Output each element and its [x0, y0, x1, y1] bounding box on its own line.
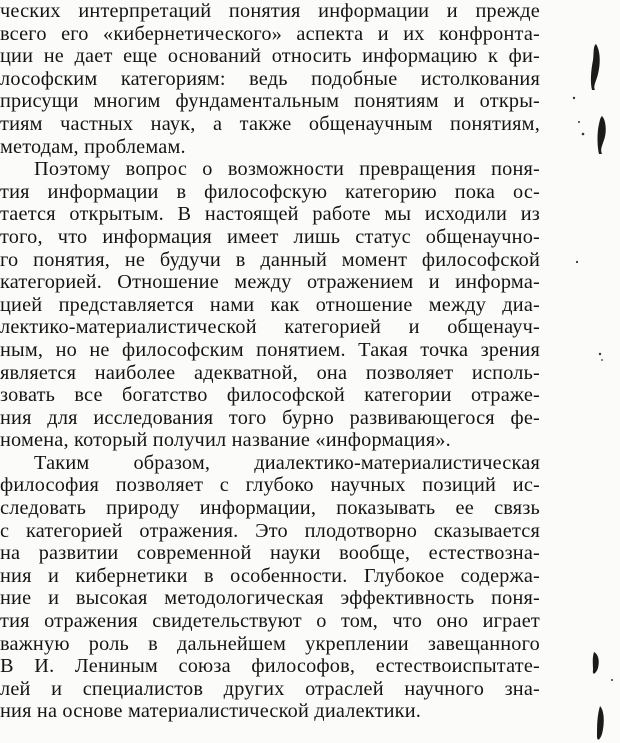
dust-speck [573, 97, 575, 99]
text-line: зовать все богатство философской категории отраже- [0, 384, 540, 407]
scan-artifacts [560, 0, 620, 743]
ink-smudge [591, 44, 600, 90]
text-line: следовать природу информации, показывать ее связь [0, 497, 540, 520]
text-line: лей и специалистов других отраслей научного зна- [0, 677, 540, 700]
text-line: Поэтому вопрос о возможности превращения поня- [34, 158, 540, 181]
text-line: тиям частных наук, а также общенаучным понятиям, [0, 112, 540, 135]
text-line: ния для исследования того бурно развивающегося фе- [0, 406, 540, 429]
text-line: того, что информация имеет лишь статус общенаучно- [0, 225, 540, 248]
dust-speck [601, 359, 603, 361]
text-line: номена, который получил название «информация». [0, 429, 451, 452]
paragraph-2 [0, 158, 540, 452]
dust-speck [578, 121, 580, 123]
text-line: философия позволяет с глубоко научных позиций ис- [0, 474, 540, 497]
text-line: цией представляется нами как отношение между диа- [0, 293, 540, 316]
text-line: В И. Лениным союза философов, естествоиспытате- [0, 655, 540, 678]
text-line: является наиболее адекватной, она позволяет исполь- [0, 361, 540, 384]
text-line: категорией. Отношение между отражением и информа- [0, 271, 540, 294]
text-line: тия информации в философскую категорию пока ос- [0, 180, 540, 203]
dust-speck [582, 133, 585, 136]
text-line: го понятия, не будучи в данный момент философской [0, 248, 540, 271]
text-line: ции не дает еще оснований относить информацию к фи- [0, 45, 540, 68]
text-line: методам, проблемам. [0, 135, 186, 158]
ink-smudge [593, 652, 599, 674]
text-line: тия отражения свидетельствуют о том, что оно играет [0, 610, 540, 633]
dust-speck [599, 353, 601, 355]
text-line: ния и кибернетики в особенности. Глубокое содержа- [0, 564, 540, 587]
text-line: лектико-материалистической категорией и общенауч- [0, 316, 540, 339]
ink-smudge [597, 706, 604, 740]
text-line: присущи многим фундаментальным понятиям и откры- [0, 90, 540, 113]
ink-smudge [598, 116, 606, 154]
text-line: всего его «кибернетического» аспекта и их конфронта- [0, 22, 540, 45]
text-line: Таким образом, диалектико-материалистическая [34, 451, 540, 474]
text-line: ческих интерпретаций понятия информации и прежде [0, 0, 540, 22]
text-line: важную роль в дальнейшем укреплении завещанного [0, 632, 540, 655]
text-line: с категорией отражения. Это плодотворно сказывается [0, 519, 540, 542]
text-line: на развитии современной науки вообще, естествозна- [0, 542, 540, 565]
text-line: ным, но не философским понятием. Такая точка зрения [0, 338, 540, 361]
text-line: тается открытым. В настоящей работе мы исходили из [0, 203, 540, 226]
dust-speck [576, 261, 578, 263]
dust-speck [611, 679, 613, 681]
text-line: лософским категориям: ведь подобные истолкования [0, 67, 540, 90]
text-line: ние и высокая методологическая эффективность поня- [0, 587, 540, 610]
paragraph-3 [0, 452, 540, 723]
text-line: ния на основе материалистической диалектики. [0, 700, 422, 723]
paragraph-1 [0, 0, 540, 158]
